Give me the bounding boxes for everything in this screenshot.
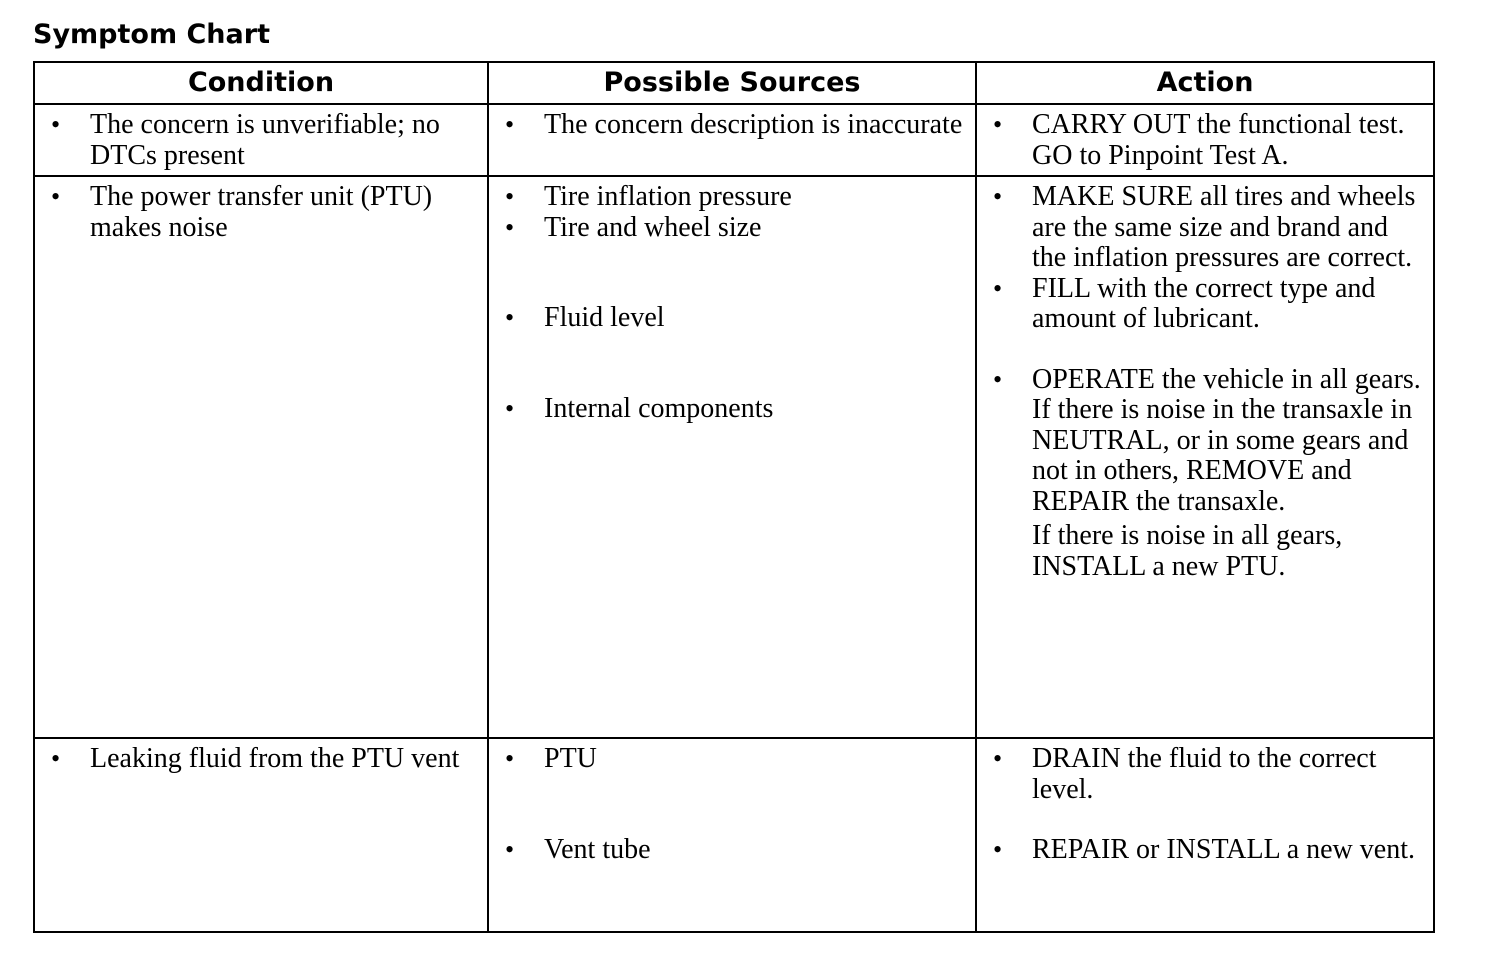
header-action: Action	[976, 62, 1434, 104]
source-text: Vent tube	[544, 833, 651, 865]
bullet-icon: •	[505, 393, 515, 423]
table-row	[34, 176, 1434, 738]
action-text: MAKE SURE all tires and wheels are the same size and brand and the inflation pressures are correct.	[1032, 181, 1416, 273]
bullet-icon: •	[993, 835, 1003, 864]
list-item	[987, 182, 1425, 274]
action-text: CARRY OUT the functional test. GO to Pinpoint Test A.	[1032, 109, 1405, 171]
condition-cell	[34, 176, 488, 738]
action-cell	[976, 176, 1434, 738]
list-item	[987, 365, 1425, 518]
condition-text: The power transfer unit (PTU) makes noise	[90, 181, 433, 243]
action-text: DRAIN the fluid to the correct level.	[1032, 743, 1377, 805]
sources-cell	[488, 738, 976, 932]
action-text: FILL with the correct type and amount of lubricant.	[1032, 272, 1376, 334]
action-note: If there is noise in all gears, INSTALL a new PTU.	[1032, 520, 1343, 582]
header-possible-sources: Possible Sources	[488, 62, 976, 104]
symptom-table	[33, 61, 1435, 933]
list-item	[987, 835, 1425, 866]
bullet-icon: •	[505, 182, 515, 211]
sources-cell	[488, 104, 976, 176]
bullet-icon: •	[51, 182, 61, 211]
bullet-icon: •	[505, 834, 515, 864]
source-text: Tire inflation pressure	[544, 181, 792, 212]
bullet-icon: •	[993, 110, 1003, 139]
header-row	[34, 62, 1434, 104]
list-item	[987, 110, 1425, 171]
condition-text: Leaking fluid from the PTU vent	[90, 743, 460, 774]
source-text: Tire and wheel size	[544, 211, 762, 243]
chart-title: Symptom Chart	[33, 19, 270, 50]
header-condition: Condition	[34, 62, 488, 104]
list-item	[499, 744, 967, 775]
condition-text: The concern is unverifiable; no DTCs present	[90, 109, 440, 171]
table-row	[34, 738, 1434, 932]
bullet-icon: •	[505, 110, 515, 139]
source-text: Fluid level	[544, 302, 665, 333]
table-row	[34, 104, 1434, 176]
condition-cell	[34, 104, 488, 176]
bullet-icon: •	[505, 212, 515, 242]
bullet-icon: •	[51, 744, 61, 773]
list-item	[987, 744, 1425, 805]
list-item	[45, 110, 479, 171]
bullet-icon: •	[993, 364, 1003, 394]
list-item	[499, 303, 967, 334]
source-text: PTU	[544, 743, 597, 774]
bullet-icon: •	[51, 110, 61, 139]
bullet-icon: •	[993, 744, 1003, 773]
bullet-icon: •	[505, 303, 515, 332]
sources-cell	[488, 176, 976, 738]
action-text: REPAIR or INSTALL a new vent.	[1032, 834, 1415, 865]
action-text: OPERATE the vehicle in all gears. If there is noise in the transaxle in NEUTRAL, or in some gears and not in others, REMOVE and REPAIR the transaxle.	[1032, 363, 1421, 517]
source-text: The concern description is inaccurate	[544, 109, 963, 140]
bullet-icon: •	[505, 744, 515, 773]
source-text: Internal components	[544, 392, 774, 424]
list-item	[499, 394, 967, 425]
condition-cell	[34, 738, 488, 932]
action-cell	[976, 738, 1434, 932]
bullet-icon: •	[993, 273, 1003, 303]
action-cell	[976, 104, 1434, 176]
list-item	[45, 744, 479, 775]
bullet-icon: •	[993, 182, 1003, 211]
list-item	[499, 110, 967, 141]
list-item	[45, 182, 479, 243]
list-item	[987, 274, 1425, 335]
list-item	[499, 213, 967, 244]
list-item	[499, 182, 967, 213]
list-item	[499, 835, 967, 866]
